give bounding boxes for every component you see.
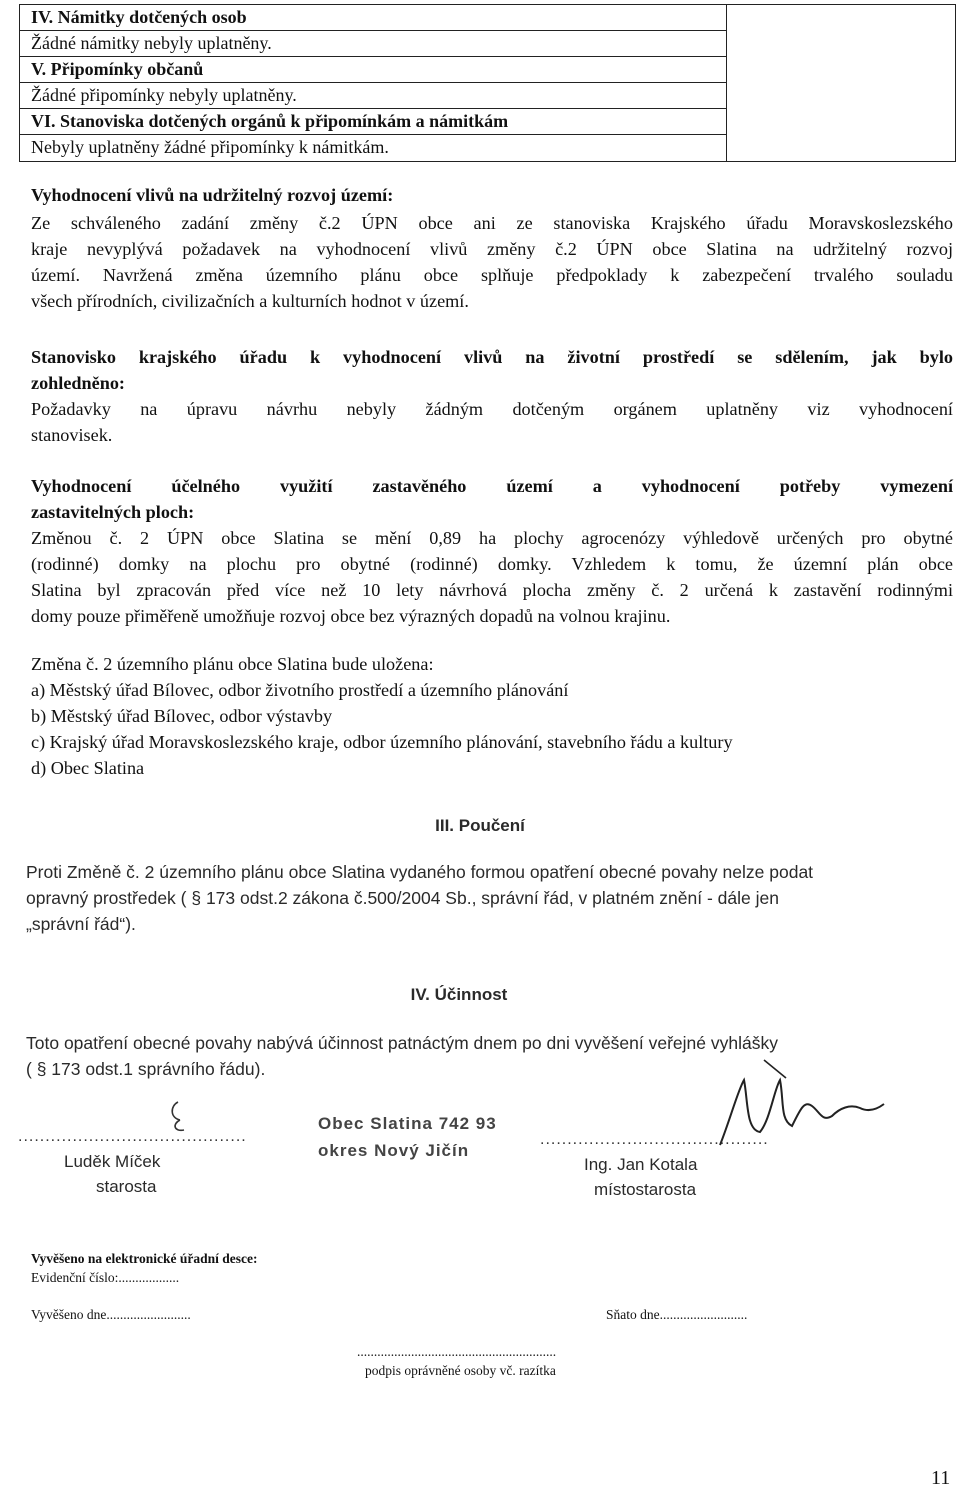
signature-dots: ...........................................................: [357, 1344, 557, 1359]
paragraph-line: ( § 173 odst.1 správního řádu).: [26, 1059, 266, 1079]
table-cell: Nebyly uplatněny žádné připomínky k námitkám.: [31, 137, 389, 157]
paragraph-line: Toto opatření obecné povahy nabývá účinnost patnáctým dnem po dni vyvěšení veřejné vyhlášky: [26, 1033, 778, 1053]
list-item: d) Obec Slatina: [31, 758, 145, 778]
page-number: 11: [931, 1467, 951, 1489]
signature-dots-left: ..........................................: [18, 1128, 247, 1145]
paragraph-line: „správní řád“).: [26, 914, 136, 934]
paragraph-line: území. Navržená změna územního plánu obce splňuje předpoklady k zabezpečení trvalého souladu: [31, 265, 953, 285]
table-row: [20, 135, 726, 161]
stamp-line: Obec Slatina 742 93: [318, 1114, 497, 1133]
section-heading: zohledněno:: [31, 373, 125, 393]
storage-intro: Změna č. 2 územního plánu obce Slatina bude uložena:: [31, 654, 434, 674]
list-item: c) Krajský úřad Moravskoslezského kraje, odbor územního plánování, stavebního řádu a kultury: [31, 732, 733, 752]
removed-date: Sňato dne..........................: [606, 1307, 748, 1322]
table-row: [20, 57, 726, 83]
objections-table: [19, 4, 956, 162]
paragraph-line: stanovisek.: [31, 425, 113, 445]
table-cell: Žádné připomínky nebyly uplatněny.: [31, 85, 297, 105]
environment-section: [31, 344, 953, 448]
signer-right-name: Ing. Jan Kotala: [584, 1155, 698, 1174]
section-heading: Vyhodnocení vlivů na udržitelný rozvoj území:: [31, 185, 394, 205]
signer-right-role: místostarosta: [594, 1180, 697, 1199]
paragraph-line: domy pouze přiměřeně umožňuje rozvoj obce bez výrazných dopadů na volnou krajinu.: [31, 606, 671, 626]
storage-section: [31, 651, 953, 781]
paragraph-line: Slatina byl zpracován před více než 10 lety návrhová plocha změny č. 2 určená k zastavění rodinnými: [31, 580, 953, 600]
land-use-section: [31, 473, 953, 629]
section4-title: IV. Účinnost: [410, 985, 508, 1004]
table-row: [20, 5, 726, 31]
section-heading: zastavitelných ploch:: [31, 502, 195, 522]
paragraph-line: Požadavky na úpravu návrhu nebyly žádným dotčeným orgánem uplatněny viz vyhodnocení: [31, 399, 953, 419]
paragraph-line: Proti Změně č. 2 územního plánu obce Slatina vydaného formou opatření obecné povahy nelze podat: [26, 862, 814, 882]
paragraph-line: všech přírodních, civilizačních a kulturních hodnot v území.: [31, 291, 469, 311]
signer-left-role: starosta: [96, 1177, 157, 1196]
list-item: b) Městský úřad Bílovec, odbor výstavby: [31, 706, 333, 726]
record-number: Evidenční číslo:..................: [31, 1270, 180, 1285]
signature-dots-right: ..........................................: [540, 1131, 769, 1148]
section-heading: Vyhodnocení účelného využití zastavěného území a vyhodnocení potřeby vymezení: [31, 476, 953, 496]
table-cell: VI. Stanoviska dotčených orgánů k připomínkám a námitkám: [31, 111, 509, 131]
table-cell: V. Připomínky občanů: [31, 59, 204, 79]
paragraph-line: Změnou č. 2 ÚPN obce Slatina se mění 0,89 ha plochy agrocenózy výhledově určených pro obytné: [31, 528, 953, 548]
table-left-column: [20, 5, 727, 161]
signature-caption: podpis oprávněné osoby vč. razítka: [365, 1363, 556, 1378]
posting-heading: Vyvěšeno na elektronické úřadní desce:: [31, 1251, 258, 1266]
section3-text: [26, 859, 906, 937]
paragraph-line: opravný prostředek ( § 173 odst.2 zákona č.500/2004 Sb., správní řád, v platném znění - dále jen: [26, 888, 779, 908]
table-row: [20, 109, 726, 135]
posted-date: Vyvěšeno dne.........................: [31, 1307, 191, 1322]
paragraph-line: Ze schváleného zadání změny č.2 ÚPN obce ani ze stanoviska Krajského úřadu Moravskoslezského: [31, 213, 953, 233]
list-item: a) Městský úřad Bílovec, odbor životního prostředí a územního plánování: [31, 680, 569, 700]
table-cell: IV. Námitky dotčených osob: [31, 7, 247, 27]
section-heading: Stanovisko krajského úřadu k vyhodnocení vlivů na životní prostředí se sdělením, jak bylo: [31, 347, 953, 367]
table-row: [20, 31, 726, 57]
table-row: [20, 83, 726, 109]
table-cell: Žádné námitky nebyly uplatněny.: [31, 33, 272, 53]
sustainability-section: [31, 182, 953, 314]
section3-title: III. Poučení: [435, 816, 525, 835]
signer-left-name: Luděk Míček: [64, 1152, 161, 1171]
stamp-line: okres Nový Jičín: [318, 1141, 470, 1160]
official-stamp: [318, 1110, 538, 1164]
paragraph-line: kraje nevyplývá požadavek na vyhodnocení vlivů změny č.2 ÚPN obce Slatina na udržitelný rozvoj: [31, 239, 953, 259]
paragraph-line: (rodinné) domky na plochu pro obytné (rodinné) domky. Vzhledem k tomu, že územní plán obce: [31, 554, 953, 574]
